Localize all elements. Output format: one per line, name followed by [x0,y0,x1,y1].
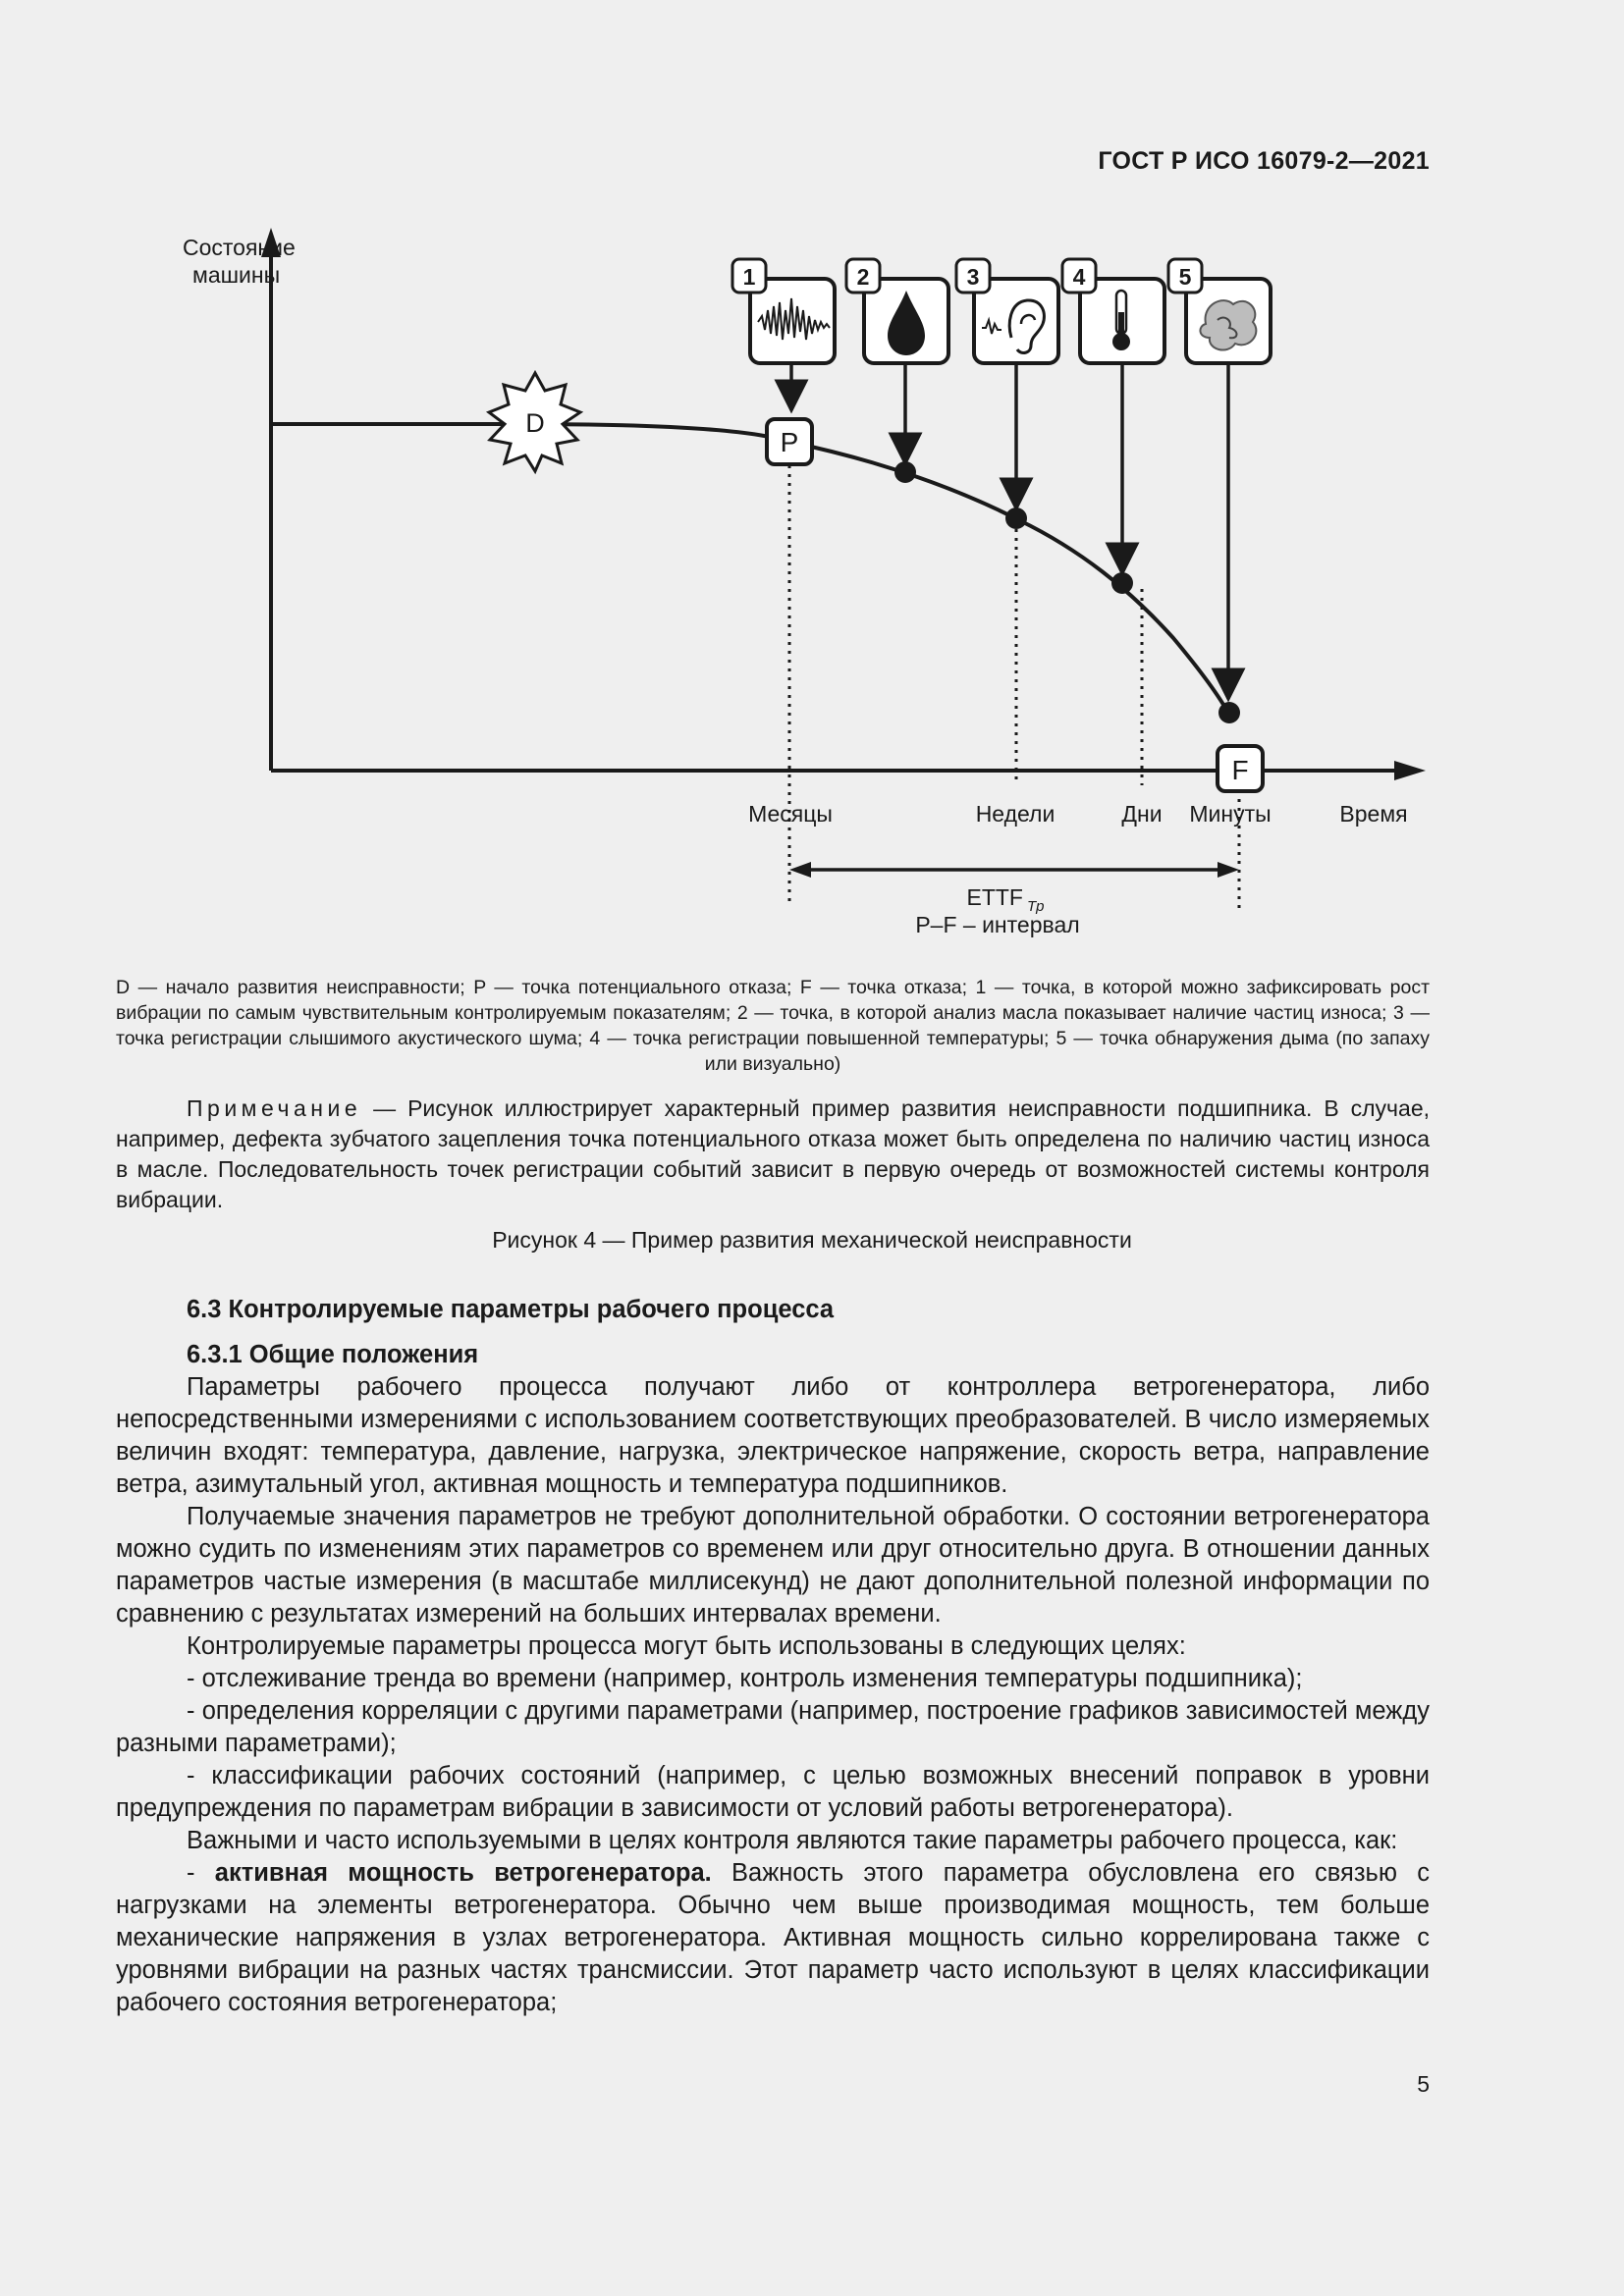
point-3 [1005,507,1027,529]
note-text: — Рисунок иллюстрирует характерный пример развития неисправности подшипника. В случае, например, дефекта зубчатого зацепления точка потенциального отказа может быть определена по наличию частиц износа в масле. Последовательность точек регистрации событий зависит в первую очередь от возможностей системы контроля вибрации. [116,1095,1430,1212]
svg-text:P: P [780,427,799,457]
svg-text:4: 4 [1072,264,1086,290]
label-days: Дни [1121,801,1163,827]
point-5 [1218,702,1240,723]
note-label: Примечание [187,1095,362,1121]
bullet-4-term: активная мощность ветрогенератора. [214,1859,712,1887]
svg-text:3: 3 [966,264,980,290]
section-body [116,1294,1430,2019]
figure-caption: Рисунок 4 — Пример развития механической неисправности [492,1227,1132,1253]
svg-text:F: F [1231,755,1249,785]
y-axis-label-line2: машины [192,262,281,288]
svg-text:5: 5 [1178,264,1192,290]
potential-failure-point-p [767,419,812,464]
event-box-4-temperature [1062,259,1164,363]
section-heading: 6.3 Контролируемые параметры рабочего процесса [187,1296,835,1323]
figure-note [116,1094,1430,1215]
label-weeks: Недели [975,801,1056,827]
svg-text:1: 1 [742,264,756,290]
subsection-heading: 6.3.1 Общие положения [187,1341,479,1368]
point-2 [894,461,916,483]
interval-label-ettf: ETTF $_{Tp}$ [966,884,1045,915]
label-time: Время [1339,801,1408,827]
label-months: Месяцы [748,801,833,827]
bullet-3: - классификации рабочих состояний (например, с целью возможных внесений поправок в уровни предупреждения по параметрам вибрации в зависимости от условий работы ветрогенератора). [116,1762,1430,1822]
figure-legend: D — начало развития неисправности; P — точка потенциального отказа; F — точка отказа; 1 — точка, в которой можно зафиксировать рост вибрации по самым чувствительным контролируемым показателям; 2 — точка, в которой анализ масла показывает наличие частиц износа; 3 — точка регистрации слышимого акустического шума; 4 — точка регистрации повышенной температуры; 5 — точка обнаружения дыма (по запаху или визуально) [116,977,1430,1075]
paragraph-1: Параметры рабочего процесса получают либо от контроллера ветрогенератора, либо непосредственными измерениями с использованием соответствующих преобразователей. В число измеряемых величин входят: температура, давление, нагрузка, электрическое напряжение, скорость ветра, направление ветра, азимутальный угол, активная мощность и температура подшипников. [116,1373,1430,1498]
svg-text:D: D [525,408,545,438]
condition-curve [271,424,1229,715]
svg-text:2: 2 [856,264,870,290]
paragraph-4: Важными и часто используемыми в целях контроля являются такие параметры рабочего процесса, как: [187,1827,1398,1854]
point-4 [1111,572,1133,594]
failure-point-f [1218,746,1263,791]
paragraph-3: Контролируемые параметры процесса могут быть использованы в следующих целях: [187,1632,1186,1660]
event-box-3-acoustic [956,259,1058,363]
paragraph-2: Получаемые значения параметров не требуют дополнительной обработки. О состоянии ветрогенератора можно судить по изменениям этих параметров со временем или друг относительно друга. В отношении данных параметров частые измерения (в масштабе миллисекунд) не дают дополнительной полезной информации по сравнению с результатах измерений на больших интервалах времени. [116,1503,1430,1628]
event-box-2-oil [846,259,948,363]
failure-development-diagram [0,0,1624,962]
bullet-4: - активная мощность ветрогенератора. Важность этого параметра обусловлена его связью с нагрузками на элементы ветрогенератора. Обычно чем выше производимая мощность, тем больше механические напряжения в узлах ветрогенератора. Активная мощность сильно коррелирована также с уровнями вибрации на разных частях трансмиссии. Этот параметр часто используют в целях классификации рабочего состояния ветрогенератора; [116,1859,1430,2016]
event-box-1-vibration [732,259,835,363]
bullet-1: - отслеживание тренда во времени (например, контроль изменения температуры подшипника); [187,1665,1303,1692]
document-id-header: ГОСТ Р ИСО 16079-2—2021 [1098,147,1430,175]
y-axis-label-line1: Состояние [183,235,296,260]
x-axis-arrowhead [1394,761,1426,780]
event-box-5-smoke [1168,259,1271,363]
bullet-2: - определения корреляции с другими параметрами (например, построение графиков зависимостей между разными параметрами); [116,1697,1430,1757]
label-minutes: Минуты [1189,801,1272,827]
page-number: 5 [1417,2071,1430,2097]
interval-label-pf: P–F – интервал [915,912,1080,937]
fault-onset-point-d [489,373,580,471]
